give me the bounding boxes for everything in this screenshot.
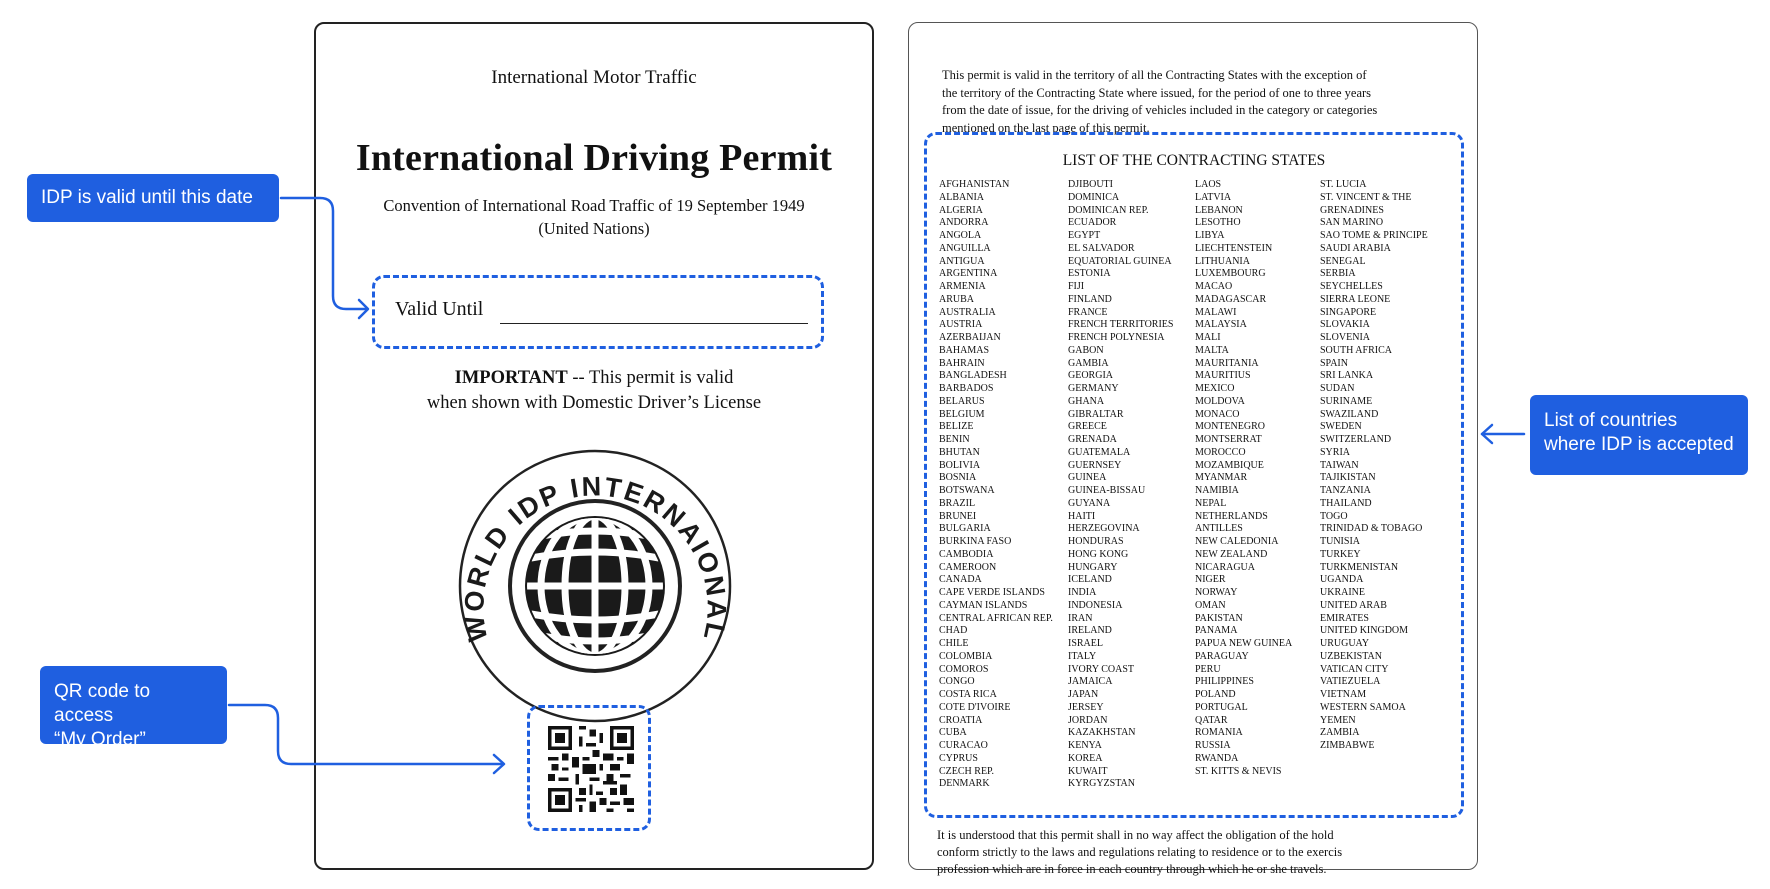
qr-code-icon[interactable] [548, 724, 634, 814]
country-item: CAYMAN ISLANDS [939, 599, 1028, 611]
country-item: LATVIA [1195, 191, 1232, 203]
country-item: SPAIN [1320, 357, 1348, 369]
country-item: MACAO [1195, 281, 1233, 292]
country-item: HERZEGOVINA [1068, 523, 1140, 535]
country-item: GAMBIA [1068, 357, 1109, 369]
convention-line-2: (United Nations) [538, 219, 650, 238]
country-item: HONG KONG [1068, 548, 1129, 560]
country-item: SAUDI ARABIA [1320, 242, 1391, 254]
country-item: GRENADINES [1320, 204, 1384, 216]
country-item: MOZAMBIQUE [1195, 459, 1264, 471]
country-item: BHUTAN [939, 446, 980, 458]
country-item: GERMANY [1068, 383, 1119, 394]
country-item: KYRGYZSTAN [1068, 778, 1135, 790]
country-item: VATIEZUELA [1320, 676, 1381, 688]
country-item: MAURITANIA [1195, 357, 1259, 369]
country-item: GRENADA [1068, 434, 1117, 445]
country-item: CHAD [939, 625, 968, 637]
arrow-left-icon [1482, 425, 1492, 443]
country-item: ZIMBABWE [1320, 740, 1375, 751]
country-item: ICELAND [1068, 574, 1112, 586]
country-item: SYRIA [1320, 446, 1351, 458]
country-item: NEPAL [1195, 497, 1227, 509]
country-item: BOSNIA [939, 472, 977, 484]
country-item: SURINAME [1320, 395, 1373, 407]
country-item: CHILE [939, 638, 969, 649]
country-item: ROMANIA [1195, 727, 1243, 739]
convention-line-1: Convention of International Road Traffic of 19 September 1949 [383, 196, 805, 215]
country-item: RUSSIA [1195, 740, 1231, 751]
country-item: TRINIDAD & TOBAGO [1320, 523, 1423, 535]
country-item: GHANA [1068, 395, 1105, 407]
country-item: NORWAY [1195, 587, 1238, 598]
country-item: ITALY [1068, 650, 1097, 662]
country-item: GUERNSEY [1068, 459, 1122, 471]
country-item: FIJI [1068, 281, 1085, 292]
country-item: TOGO [1320, 510, 1348, 522]
country-item: AFGHANISTAN [939, 179, 1010, 190]
valid-until-label: Valid Until [395, 298, 484, 320]
callout-qr-code [40, 666, 227, 750]
callout-countries [1530, 395, 1748, 475]
country-item: AUSTRIA [939, 319, 983, 331]
outro-line-1: It is understood that this permit shall in no way affect the obligation of the hold [937, 828, 1334, 842]
country-item: CAPE VERDE ISLANDS [939, 587, 1045, 598]
country-item: KOREA [1068, 752, 1103, 764]
callout-qr-line-1: QR code to access [54, 681, 151, 726]
country-item: ARGENTINA [939, 268, 998, 280]
country-item: MALTA [1195, 344, 1229, 356]
country-item: CONGO [939, 676, 975, 688]
country-item: HUNGARY [1068, 561, 1118, 573]
country-item: CAMEROON [939, 561, 997, 573]
country-item: QATAR [1195, 714, 1228, 726]
country-item: IRAN [1068, 612, 1093, 624]
country-item: BENIN [939, 434, 970, 445]
country-column-4 [1320, 179, 1428, 753]
country-item: NAMIBIA [1195, 485, 1239, 496]
intro-line-3: from the date of issue, for the driving of vehicles included in the category or categories [942, 103, 1378, 117]
country-item: CURACAO [939, 740, 988, 751]
important-label: IMPORTANT [454, 368, 568, 388]
country-item: NEW CALEDONIA [1195, 536, 1279, 547]
country-item: BARBADOS [939, 383, 994, 394]
country-item: ST. LUCIA [1320, 179, 1367, 190]
country-item: LIECHTENSTEIN [1195, 242, 1273, 254]
country-item: GUYANA [1068, 497, 1111, 509]
country-item: SLOVAKIA [1320, 319, 1370, 331]
country-item: MALAYSIA [1195, 319, 1247, 331]
country-item: EQUATORIAL GUINEA [1068, 255, 1172, 267]
country-item: GEORGIA [1068, 370, 1113, 382]
country-column-2 [1068, 179, 1173, 791]
page-title: International Driving Permit [355, 137, 833, 179]
country-item: ST. KITTS & NEVIS [1195, 765, 1282, 777]
important-notice-line-2: when shown with Domestic Driver’s License [426, 393, 762, 413]
country-item: BANGLADESH [939, 370, 1007, 382]
callout-countries-line-1: List of countries [1544, 410, 1678, 431]
country-item: UGANDA [1320, 574, 1364, 586]
country-item: SENEGAL [1320, 255, 1366, 267]
globe-icon [447, 436, 743, 732]
country-item: CANADA [939, 574, 982, 586]
country-item: SWAZILAND [1320, 408, 1379, 420]
country-item: IRELAND [1068, 625, 1112, 637]
country-item: DENMARK [939, 778, 990, 790]
country-item: PANAMA [1195, 625, 1238, 637]
country-item: ANTILLES [1195, 523, 1243, 535]
country-item: JORDAN [1068, 714, 1108, 726]
country-item: JAMAICA [1068, 676, 1113, 688]
country-item: DOMINICAN REP. [1068, 204, 1149, 216]
country-item: COMOROS [939, 663, 989, 675]
callout-valid-date [27, 174, 279, 222]
country-item: GUATEMALA [1068, 446, 1131, 458]
country-item: BELGIUM [939, 408, 985, 420]
country-item: BRAZIL [939, 497, 976, 509]
country-item: PAKISTAN [1195, 612, 1243, 624]
country-item: UNITED KINGDOM [1320, 625, 1409, 637]
country-item: COSTA RICA [939, 689, 997, 700]
country-item: GREECE [1068, 421, 1107, 433]
country-item: INDIA [1068, 587, 1097, 598]
callout-qr-line-2: “My Order” [54, 729, 146, 750]
country-item: ESTONIA [1068, 268, 1111, 280]
country-item: ECUADOR [1068, 217, 1117, 229]
country-item: CROATIA [939, 714, 983, 726]
country-item: CZECH REP. [939, 765, 995, 777]
country-item: NEW ZEALAND [1195, 548, 1268, 560]
country-item: LITHUANIA [1195, 255, 1250, 267]
country-item: SIERRA LEONE [1320, 293, 1391, 305]
country-item: PERU [1195, 663, 1221, 675]
outro-line-2: conform strictly to the laws and regulations relating to residence or to the exercis [937, 845, 1343, 859]
country-item: HONDURAS [1068, 536, 1124, 547]
country-item: BAHAMAS [939, 344, 990, 356]
country-item: GIBRALTAR [1068, 408, 1124, 420]
country-item: SLOVENIA [1320, 332, 1370, 343]
country-item: SEYCHELLES [1320, 281, 1383, 292]
country-item: BAHRAIN [939, 357, 985, 369]
country-item: HAITI [1068, 510, 1096, 522]
country-item: ANGUILLA [939, 242, 991, 254]
country-item: IVORY COAST [1068, 663, 1135, 675]
outro-line-3: profession which are in force in each country through which he or she travels. [937, 862, 1327, 876]
country-item: LEBANON [1195, 204, 1243, 216]
country-item: POLAND [1195, 689, 1236, 700]
country-item: NETHERLANDS [1195, 510, 1268, 522]
country-item: LIBYA [1195, 230, 1225, 241]
country-item: SWEDEN [1320, 421, 1362, 433]
country-item: COTE D'IVOIRE [939, 701, 1011, 713]
country-item: GABON [1068, 344, 1104, 356]
country-item: SRI LANKA [1320, 370, 1374, 382]
country-column-1 [939, 179, 1053, 791]
country-item: TAJIKISTAN [1320, 472, 1376, 484]
important-text: -- This permit is valid [567, 368, 734, 388]
country-item: EL SALVADOR [1068, 242, 1135, 254]
country-item: CUBA [939, 727, 967, 739]
country-item: CAMBODIA [939, 548, 994, 560]
country-item: PHILIPPINES [1195, 676, 1254, 688]
country-item: BELIZE [939, 421, 974, 433]
header-title: International Motor Traffic [491, 67, 697, 88]
qr-code-highlight[interactable] [527, 705, 651, 831]
country-item: KUWAIT [1068, 765, 1108, 777]
country-item: FINLAND [1068, 293, 1112, 305]
country-item: UKRAINE [1320, 587, 1365, 598]
intro-line-2: the territory of the Contracting State where issued, for the period of one to three years [942, 85, 1372, 100]
country-item: MALAWI [1195, 306, 1237, 318]
country-item: JAPAN [1068, 689, 1099, 700]
permit-cover-page [314, 22, 874, 870]
country-item: LUXEMBOURG [1195, 268, 1266, 280]
country-item: COLOMBIA [939, 650, 993, 662]
country-item: MOROCCO [1195, 446, 1246, 458]
country-item: JERSEY [1068, 701, 1104, 713]
country-item: TURKMENISTAN [1320, 561, 1399, 573]
country-item: BOLIVIA [939, 459, 981, 471]
country-item: KAZAKHSTAN [1068, 727, 1136, 739]
country-item: BELARUS [939, 395, 985, 407]
country-item: BURKINA FASO [939, 536, 1012, 547]
intro-line-4: mentioned on the last page of this permit. [942, 120, 1150, 135]
country-item: ANTIGUA [939, 255, 985, 267]
country-item: TANZANIA [1320, 485, 1371, 496]
country-item: PORTUGAL [1195, 701, 1248, 713]
country-item: CENTRAL AFRICAN REP. [939, 612, 1053, 624]
country-item: URUGUAY [1320, 638, 1370, 649]
country-item: BULGARIA [939, 523, 991, 535]
country-item: TURKEY [1320, 548, 1361, 560]
country-item: THAILAND [1320, 497, 1372, 509]
country-column-3 [1195, 179, 1292, 778]
country-item: EMIRATES [1320, 612, 1369, 624]
callout-countries-line-2: where IDP is accepted [1544, 434, 1734, 455]
country-item: MALI [1195, 332, 1221, 343]
country-item: VATICAN CITY [1320, 663, 1389, 675]
important-notice-line-1 [316, 368, 872, 389]
country-item: FRENCH POLYNESIA [1068, 332, 1165, 343]
country-item: SWITZERLAND [1320, 434, 1392, 445]
valid-until-highlight [372, 275, 824, 349]
country-item: FRENCH TERRITORIES [1068, 319, 1174, 331]
country-item: AUSTRALIA [939, 306, 996, 318]
country-item: LESOTHO [1195, 217, 1241, 229]
country-item: VIETNAM [1320, 689, 1367, 700]
country-item: ISRAEL [1068, 638, 1103, 649]
country-item: GUINEA-BISSAU [1068, 485, 1146, 496]
country-item: PAPUA NEW GUINEA [1195, 638, 1293, 649]
country-item: SAN MARINO [1320, 217, 1384, 229]
country-item: ALGERIA [939, 204, 983, 216]
country-item: ARMENIA [939, 281, 986, 292]
country-item: ARUBA [939, 293, 975, 305]
country-item: SERBIA [1320, 268, 1356, 280]
country-item: FRANCE [1068, 306, 1108, 318]
country-item: MONACO [1195, 408, 1240, 420]
country-item: MONTENEGRO [1195, 421, 1265, 433]
country-item: CYPRUS [939, 752, 978, 764]
seal-text: WORLD IDP INTERNAIONAL [459, 471, 732, 645]
country-item: DJIBOUTI [1068, 179, 1113, 190]
country-item: PARAGUAY [1195, 650, 1249, 662]
list-title: LIST OF THE CONTRACTING STATES [1062, 152, 1326, 169]
country-item: YEMEN [1320, 714, 1356, 726]
country-item: INDONESIA [1068, 599, 1123, 611]
country-item: GUINEA [1068, 472, 1107, 484]
country-item: LAOS [1195, 179, 1222, 190]
country-item: NIGER [1195, 574, 1226, 586]
country-item: ZAMBIA [1320, 727, 1360, 739]
country-item: MOLDOVA [1195, 395, 1245, 407]
country-item: ALBANIA [939, 191, 984, 203]
country-item: SOUTH AFRICA [1320, 344, 1392, 356]
country-item: AZERBAIJAN [939, 332, 1001, 343]
country-item: TAIWAN [1320, 459, 1359, 471]
country-item: UNITED ARAB [1320, 599, 1387, 611]
country-item: UZBEKISTAN [1320, 650, 1382, 662]
country-item: RWANDA [1195, 752, 1239, 764]
contracting-states-highlight [924, 132, 1464, 818]
country-item: SUDAN [1320, 383, 1355, 394]
intro-line-1: This permit is valid in the territory of all the Contracting States with the exception of [942, 68, 1367, 82]
country-item: BRUNEI [939, 510, 977, 522]
country-item: SAO TOME & PRINCIPE [1320, 230, 1428, 241]
country-item: EGYPT [1068, 230, 1101, 241]
permit-info-page [908, 22, 1478, 876]
country-item: KENYA [1068, 740, 1102, 751]
country-item: OMAN [1195, 599, 1226, 611]
country-item: TUNISIA [1320, 536, 1360, 547]
country-item: BOTSWANA [939, 485, 995, 496]
country-item: NICARAGUA [1195, 561, 1255, 573]
callout-valid-date-text: IDP is valid until this date [41, 187, 253, 208]
country-item: MYANMAR [1195, 472, 1248, 484]
valid-until-line [500, 323, 808, 324]
country-item: DOMINICA [1068, 191, 1120, 203]
country-item: MONTSERRAT [1195, 434, 1262, 445]
country-item: WESTERN SAMOA [1320, 701, 1406, 713]
country-item: ANGOLA [939, 230, 982, 241]
country-item: MAURITIUS [1195, 370, 1251, 382]
country-item: ANDORRA [939, 217, 989, 229]
country-item: MEXICO [1195, 383, 1235, 394]
country-item: SINGAPORE [1320, 306, 1377, 318]
country-item: MADAGASCAR [1195, 293, 1267, 305]
country-item: ST. VINCENT & THE [1320, 191, 1412, 203]
